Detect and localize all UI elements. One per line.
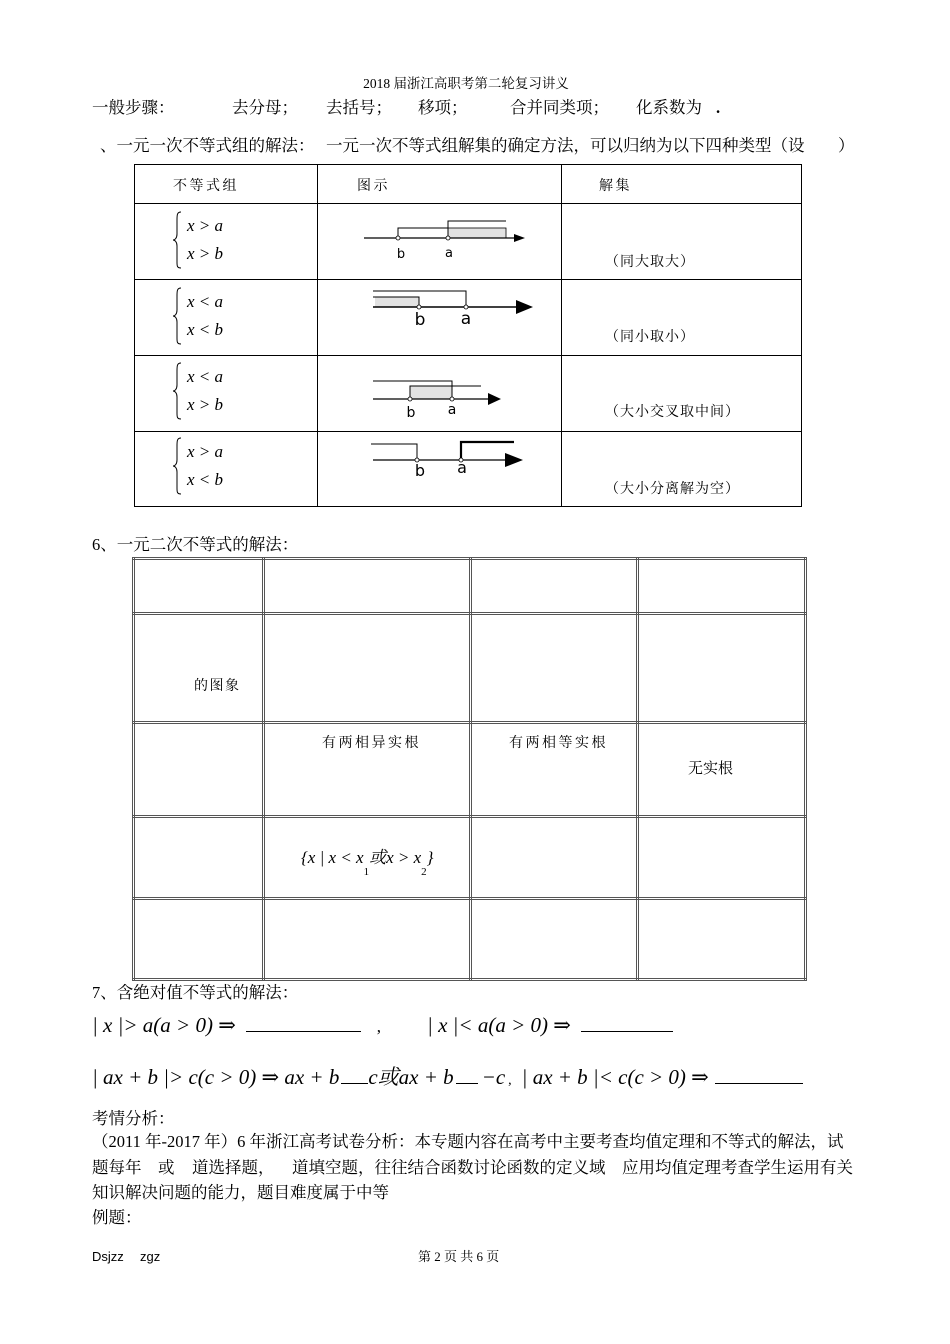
table-cell [134, 817, 264, 899]
formula-separator: , [508, 1073, 512, 1088]
quadratic-inequality-table [132, 557, 807, 981]
number-line-diagram [318, 280, 562, 356]
table-cell [471, 559, 638, 614]
section-description: 一元一次不等式组解集的确定方法，可以归纳为以下四种类型（设 [326, 136, 805, 155]
roots-distinct-label: 有两相异实根 [322, 735, 421, 751]
linear-system-table [134, 164, 802, 507]
graph-row-label: 的图象 [194, 678, 241, 694]
section-title-linear-system: 、一元一次不等式组的解法： [100, 136, 315, 155]
formula-line-1 [92, 1013, 673, 1036]
table-cell [264, 899, 471, 980]
page-header-title: 2018 届浙江高职考第二轮复习讲义 [363, 76, 569, 91]
footer-author-2: zgz [140, 1249, 161, 1264]
table-row [135, 432, 802, 507]
analysis-title: 考情分析： [92, 1109, 175, 1128]
answer-blank [456, 1065, 478, 1084]
solution-rule: （大小分离解为空） [605, 481, 740, 497]
formula-abs-greater: | x |> a(a > 0) ⇒ [92, 1013, 236, 1037]
formula-or-part: c或ax + b [368, 1065, 454, 1089]
bound-b-ray [371, 444, 417, 460]
solution-shading [448, 228, 506, 238]
step-item: 合并同类项； [510, 98, 609, 117]
header-cell-diagram [318, 165, 562, 204]
step-item: 去分母； [232, 98, 298, 117]
no-real-roots-label: 无实根 [688, 759, 734, 777]
solution-cell [562, 280, 802, 356]
set-close: } [426, 848, 434, 867]
analysis-line-segment: 题每年 [92, 1158, 142, 1177]
system-cell [135, 432, 318, 507]
step-item: 去括号； [326, 98, 392, 117]
diagram-cell [318, 280, 562, 356]
solution-set-expression [301, 848, 434, 878]
table-cell [638, 723, 806, 817]
system-cell [135, 356, 318, 432]
solution-rule: （同大取大） [605, 254, 695, 270]
inequality-2: x < b [187, 320, 224, 339]
section-close-paren: ） [838, 136, 855, 155]
axis-arrowhead [488, 393, 501, 405]
step-item: 移项； [418, 98, 468, 117]
formula-separator: , [376, 1017, 382, 1036]
table-cell [638, 559, 806, 614]
bound-b-ray [398, 228, 448, 238]
inequality-2: x < b [187, 470, 224, 489]
table-row [135, 356, 802, 432]
label-a: a [447, 402, 457, 418]
label-b: b [414, 461, 426, 480]
table-cell [264, 723, 471, 817]
point-b [408, 397, 412, 401]
header-label: 解集 [599, 178, 632, 194]
section-title-quadratic: 6、一元二次不等式的解法： [92, 535, 299, 554]
label-a: a [457, 458, 467, 477]
label-b: b [406, 405, 416, 421]
point-a [450, 397, 454, 401]
example-label: 例题： [92, 1208, 142, 1227]
brace-icon [171, 356, 187, 432]
inequality-1: x < a [187, 292, 224, 311]
header-label: 不等式组 [173, 178, 239, 194]
table-row [134, 559, 806, 614]
header-label: 图示 [357, 178, 390, 194]
subscript-2: 2 [421, 866, 427, 878]
formula-linear-abs-less: | ax + b |< c(c > 0) ⇒ [521, 1065, 709, 1089]
answer-blank [715, 1065, 803, 1084]
number-line-diagram [318, 204, 562, 280]
table-header-row [135, 165, 802, 204]
brace-path [173, 363, 181, 419]
analysis-line-segment: 道填空题，往往结合函数讨论函数的定义域 [292, 1158, 606, 1177]
formula-negative-c: −c [481, 1065, 506, 1089]
table-cell [638, 899, 806, 980]
footer-author: Dsjzz [92, 1249, 124, 1264]
answer-blank [341, 1065, 368, 1084]
table-cell [471, 723, 638, 817]
table-cell [134, 614, 264, 723]
table-cell [638, 614, 806, 723]
solution-shading [375, 297, 419, 307]
number-line-diagram [318, 356, 562, 432]
label-a: a [460, 309, 472, 329]
steps-end-mark: . [716, 98, 721, 117]
header-cell-solution [562, 165, 802, 204]
brace-icon [171, 204, 187, 280]
solution-cell [562, 356, 802, 432]
diagram-cell [318, 204, 562, 280]
axis-arrowhead [514, 234, 525, 242]
inequality-1: x > a [187, 442, 224, 461]
table-row [134, 817, 806, 899]
solution-rule: （大小交叉取中间） [605, 404, 740, 420]
label-b: b [414, 310, 426, 330]
axis-arrowhead [516, 300, 533, 314]
table-row [135, 280, 802, 356]
set-middle: 或x > x [369, 848, 422, 867]
analysis-line-segment: 道选择题， [192, 1158, 275, 1177]
table-cell [638, 817, 806, 899]
step-item: 化系数为 [636, 98, 702, 117]
brace-icon [171, 280, 187, 356]
brace-path [173, 212, 181, 268]
header-cell-system [135, 165, 318, 204]
table-cell [264, 559, 471, 614]
answer-blank [246, 1013, 361, 1032]
inequality-2: x > b [187, 395, 224, 414]
solution-cell [562, 432, 802, 507]
analysis-line-segment: 应用均值定理考查学生运用有关 [622, 1158, 853, 1177]
table-cell [471, 817, 638, 899]
label-a: a [445, 246, 453, 261]
point-b [396, 236, 400, 240]
table-row [134, 899, 806, 980]
diagram-cell [318, 356, 562, 432]
roots-equal-label: 有两相等实根 [509, 735, 608, 751]
answer-blank [581, 1013, 673, 1032]
table-cell [134, 899, 264, 980]
section-title-absolute-value: 7、含绝对值不等式的解法： [92, 983, 299, 1002]
brace-path [173, 438, 181, 494]
footer-page-number: 第 2 页 共 6 页 [418, 1249, 500, 1264]
brace-path [173, 288, 181, 344]
table-cell [471, 614, 638, 723]
table-row [135, 204, 802, 280]
table-cell [134, 723, 264, 817]
table-cell [134, 559, 264, 614]
inequality-2: x > b [187, 244, 224, 263]
set-open: {x | x < x [301, 848, 364, 867]
diagram-cell [318, 432, 562, 507]
system-cell [135, 280, 318, 356]
table-row [134, 614, 806, 723]
solution-cell [562, 204, 802, 280]
table-cell [264, 817, 471, 899]
solution-shading [410, 386, 452, 399]
analysis-line: 知识解决问题的能力，题目难度属于中等 [92, 1183, 389, 1202]
inequality-1: x < a [187, 367, 224, 386]
formula-line-2 [92, 1065, 803, 1088]
system-cell [135, 204, 318, 280]
inequality-1: x > a [187, 216, 224, 235]
analysis-line: （2011 年-2017 年）6 年浙江高考试卷分析：本专题内容在高考中主要考查均值定理和不等式的解法，试 [92, 1132, 844, 1151]
brace-icon [171, 432, 187, 507]
point-a [446, 236, 450, 240]
point-b [417, 305, 421, 309]
table-cell [264, 614, 471, 723]
axis-arrowhead [505, 453, 523, 467]
label-b: b [396, 247, 406, 262]
formula-linear-abs-greater: | ax + b |> c(c > 0) ⇒ ax + b [92, 1065, 340, 1089]
table-row [134, 723, 806, 817]
analysis-line-segment: 或 [158, 1158, 175, 1177]
steps-label: 一般步骤： [92, 98, 175, 117]
subscript-1: 1 [363, 866, 370, 878]
number-line-diagram [318, 432, 562, 507]
formula-abs-less: | x |< a(a > 0) ⇒ [427, 1013, 571, 1037]
solution-rule: （同小取小） [605, 329, 695, 345]
table-cell [471, 899, 638, 980]
